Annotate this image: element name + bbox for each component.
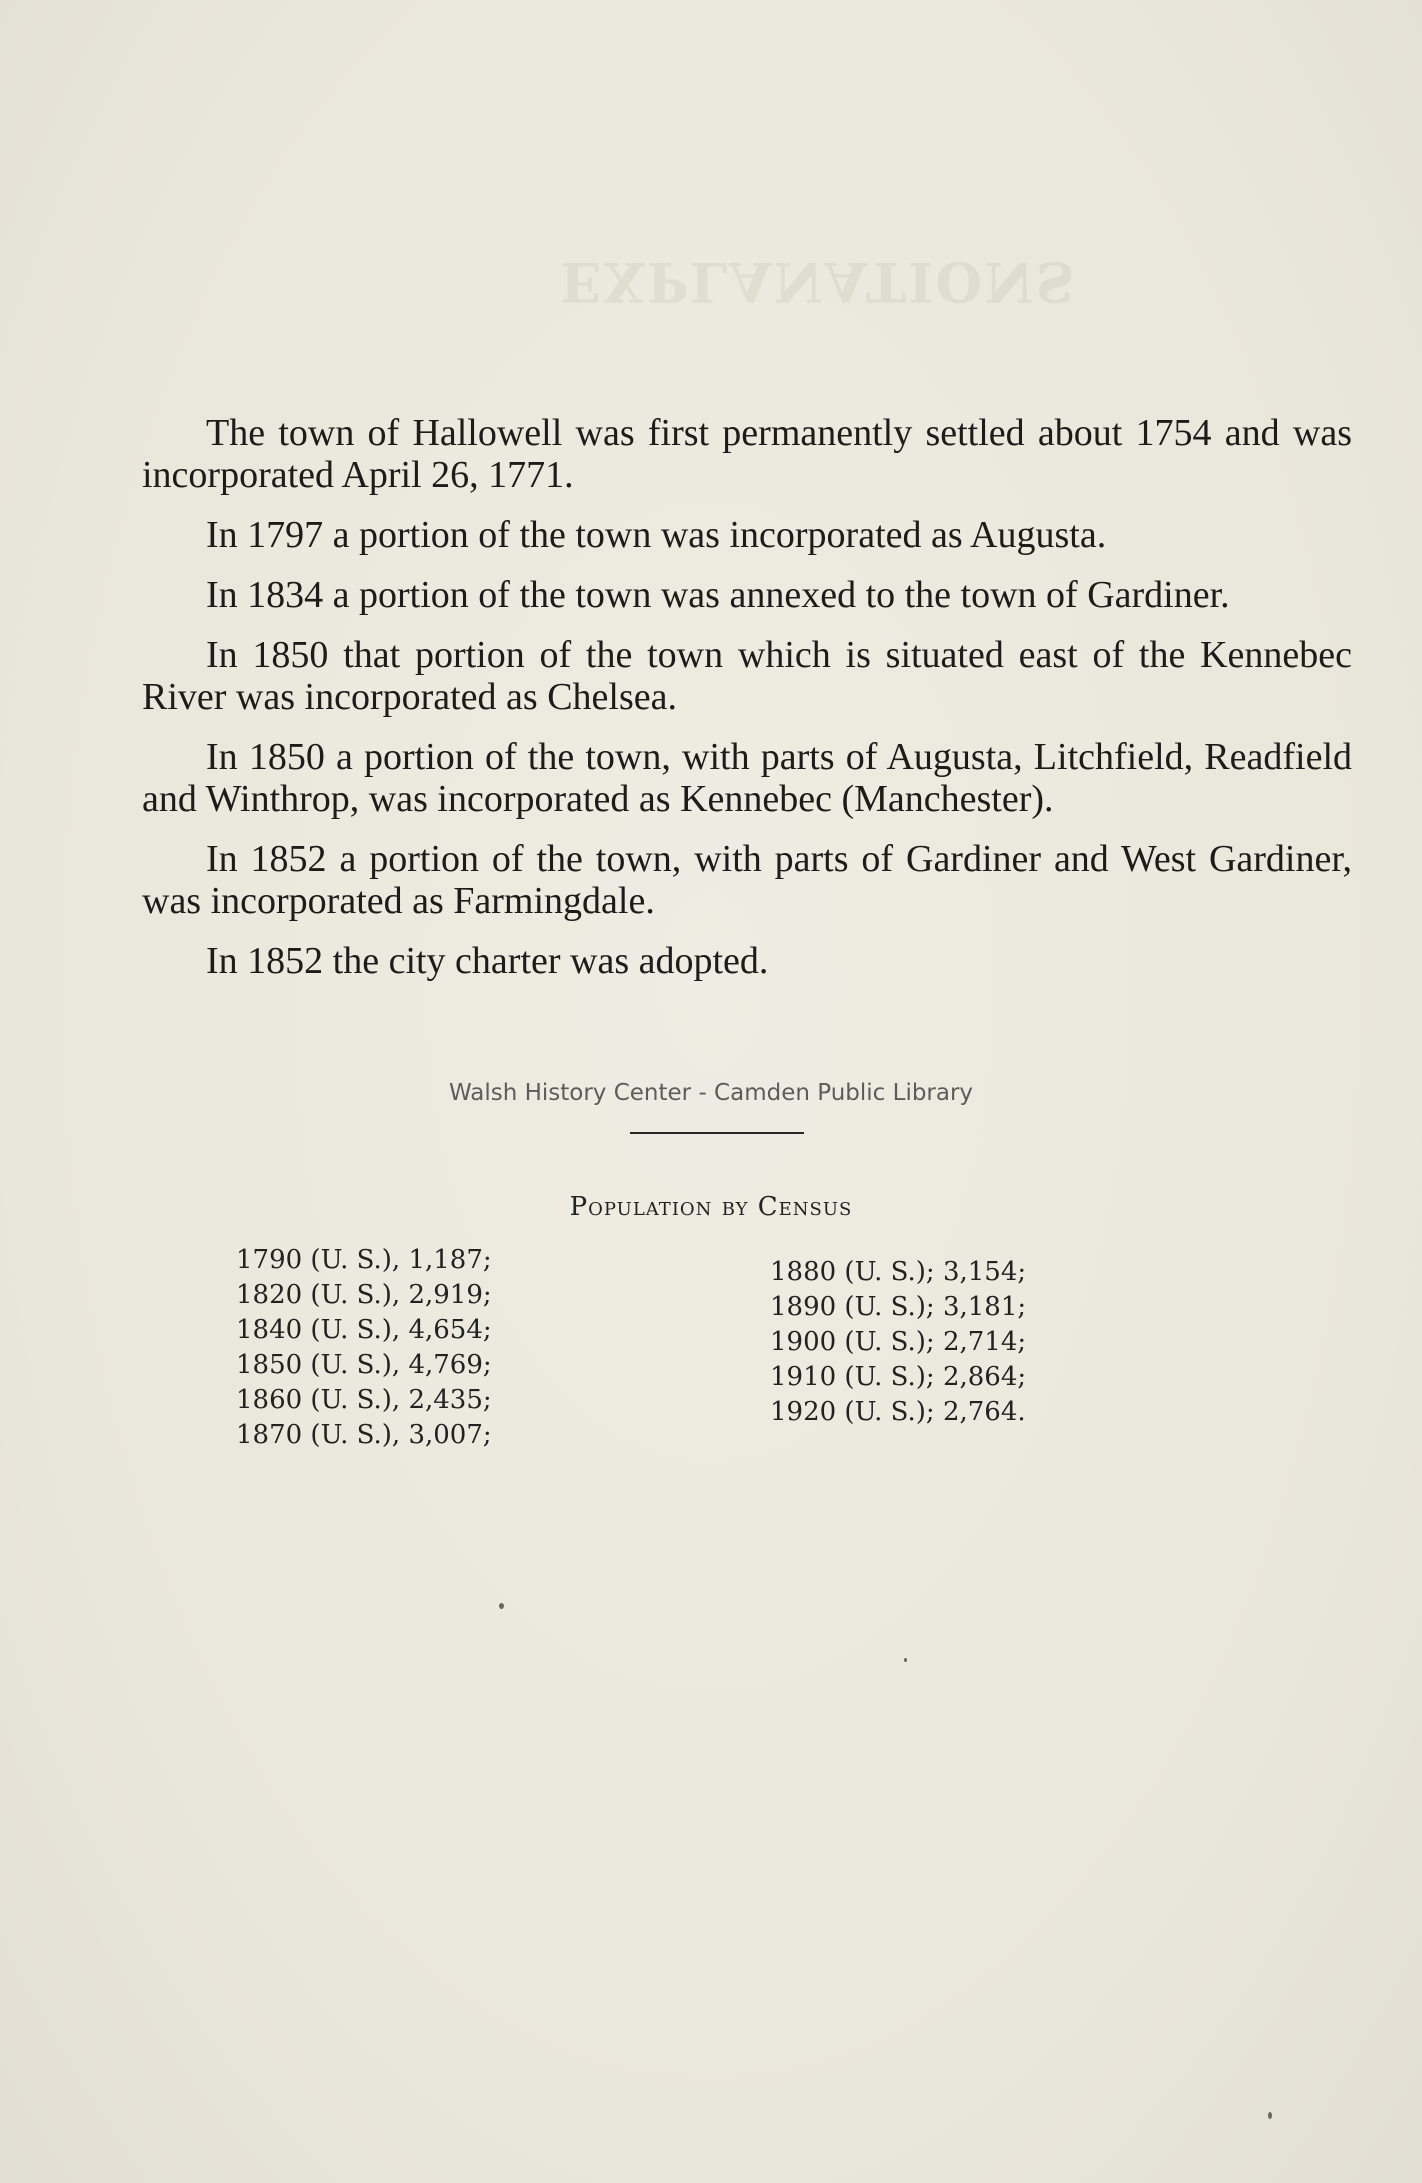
census-column-right xyxy=(770,1255,1026,1430)
paper-speck xyxy=(904,1658,907,1662)
census-entry: 1910 (U. S.); 2,864; xyxy=(770,1362,1027,1392)
section-divider xyxy=(630,1132,804,1134)
census-entry: 1880 (U. S.); 3,154; xyxy=(770,1257,1027,1287)
census-entry: 1900 (U. S.); 2,714; xyxy=(770,1327,1027,1357)
census-title: Population by Census xyxy=(569,1192,853,1222)
paragraph-farmingdale: In 1852 a portion of the town, with parts of Gardiner and West Gardiner, was incorporated as Farmingdale. xyxy=(142,838,1352,922)
library-watermark: Walsh History Center - Camden Public Library xyxy=(448,1080,974,1106)
paragraph-city-charter: In 1852 the city charter was adopted. xyxy=(206,940,769,982)
paragraph-augusta: In 1797 a portion of the town was incorporated as Augusta. xyxy=(206,514,1107,556)
census-entry: 1920 (U. S.); 2,764. xyxy=(770,1397,1026,1427)
census-entry: 1850 (U. S.), 4,769; xyxy=(236,1350,492,1380)
census-entry: 1860 (U. S.), 2,435; xyxy=(236,1385,492,1415)
paragraph-chelsea: In 1850 that portion of the town which is situated east of the Kennebec River was incorporated as Chelsea. xyxy=(142,634,1352,718)
census-entry: 1840 (U. S.), 4,654; xyxy=(236,1315,492,1345)
paragraph-settlement: The town of Hallowell was first permanently settled about 1754 and was incorporated April 26, 1771. xyxy=(142,412,1352,496)
history-text xyxy=(142,412,1352,982)
paragraph-kennebec: In 1850 a portion of the town, with parts of Augusta, Litchfield, Readfield and Winthrop, was incorporated as Kennebec (Manchester). xyxy=(142,736,1352,820)
census-entry: 1790 (U. S.), 1,187; xyxy=(236,1245,492,1275)
census-entry: 1820 (U. S.), 2,919; xyxy=(236,1280,492,1310)
paper-speck xyxy=(499,1603,504,1609)
paper-speck xyxy=(1268,2112,1272,2119)
census-column-left xyxy=(236,1243,492,1453)
show-through-heading: EXPLANATIONS xyxy=(560,250,1077,314)
census-entry: 1890 (U. S.); 3,181; xyxy=(770,1292,1027,1322)
paragraph-gardiner: In 1834 a portion of the town was annexed to the town of Gardiner. xyxy=(206,574,1230,616)
census-entry: 1870 (U. S.), 3,007; xyxy=(236,1420,492,1450)
